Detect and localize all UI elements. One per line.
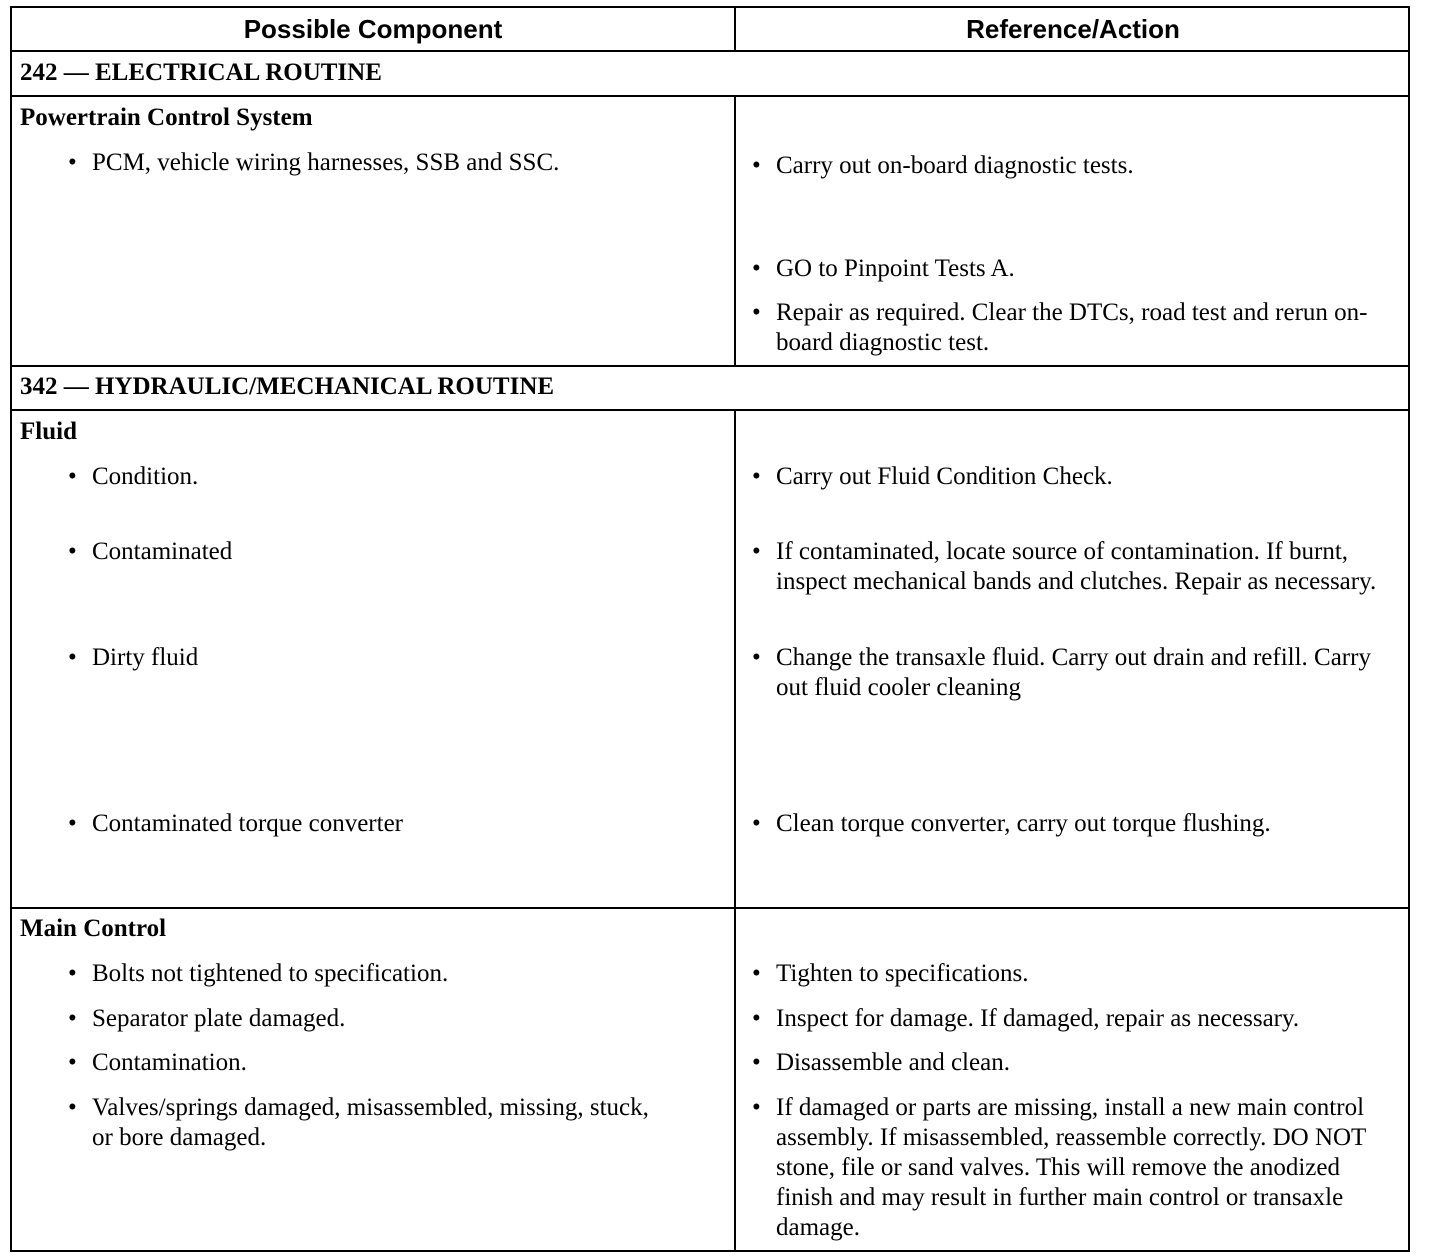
- action-item: • Clean torque converter, carry out torque flushing.: [752, 810, 1271, 837]
- action-item: • If contaminated, locate source of contamination. If burnt, inspect mechanical bands and clutches. Repair as necessary.: [752, 538, 1377, 595]
- group-title-main-control: Main Control: [20, 915, 167, 942]
- header-reference-action: Reference/Action: [966, 14, 1180, 44]
- table-header: [12, 8, 1408, 52]
- action-item: • Tighten to specifications.: [752, 960, 1029, 987]
- component-item: • Separator plate damaged.: [68, 1005, 346, 1032]
- action-item: • Disassemble and clean.: [752, 1049, 1010, 1076]
- group-title-fluid: Fluid: [20, 418, 77, 445]
- action-item: • Carry out Fluid Condition Check.: [752, 463, 1113, 490]
- section-title-hydraulic: 342 — HYDRAULIC/MECHANICAL ROUTINE: [20, 373, 555, 400]
- component-item: • Bolts not tightened to specification.: [68, 960, 449, 987]
- action-item: • Inspect for damage. If damaged, repair as necessary.: [752, 1005, 1300, 1032]
- component-item: • Dirty fluid: [68, 644, 199, 671]
- component-item: • Condition.: [68, 463, 199, 490]
- action-item: • GO to Pinpoint Tests A.: [752, 255, 1015, 282]
- header-possible-component: Possible Component: [243, 14, 503, 44]
- action-item: • Carry out on-board diagnostic tests.: [752, 152, 1134, 179]
- diagnostic-table: [10, 6, 1410, 1252]
- component-item: • Contaminated torque converter: [68, 810, 403, 837]
- group-title-powertrain: Powertrain Control System: [20, 104, 313, 131]
- component-item: • Contamination.: [68, 1049, 247, 1076]
- section-title-electrical: 242 — ELECTRICAL ROUTINE: [20, 59, 382, 86]
- action-item: • If damaged or parts are missing, install a new main control assembly. If misassembled, reassemble correctly. DO NOT stone, file or sand valves. This will remove the anodized finish and may result in further main control or transaxle damage.: [752, 1094, 1366, 1241]
- component-item: • Valves/springs damaged, misassembled, missing, stuck, or bore damaged.: [68, 1094, 649, 1151]
- action-item: • Change the transaxle fluid. Carry out drain and refill. Carry out fluid cooler cleaning: [752, 644, 1371, 701]
- component-item: • Contaminated: [68, 538, 233, 565]
- component-item: • PCM, vehicle wiring harnesses, SSB and SSC.: [68, 149, 560, 176]
- action-item: • Repair as required. Clear the DTCs, road test and rerun on-board diagnostic test.: [752, 299, 1368, 356]
